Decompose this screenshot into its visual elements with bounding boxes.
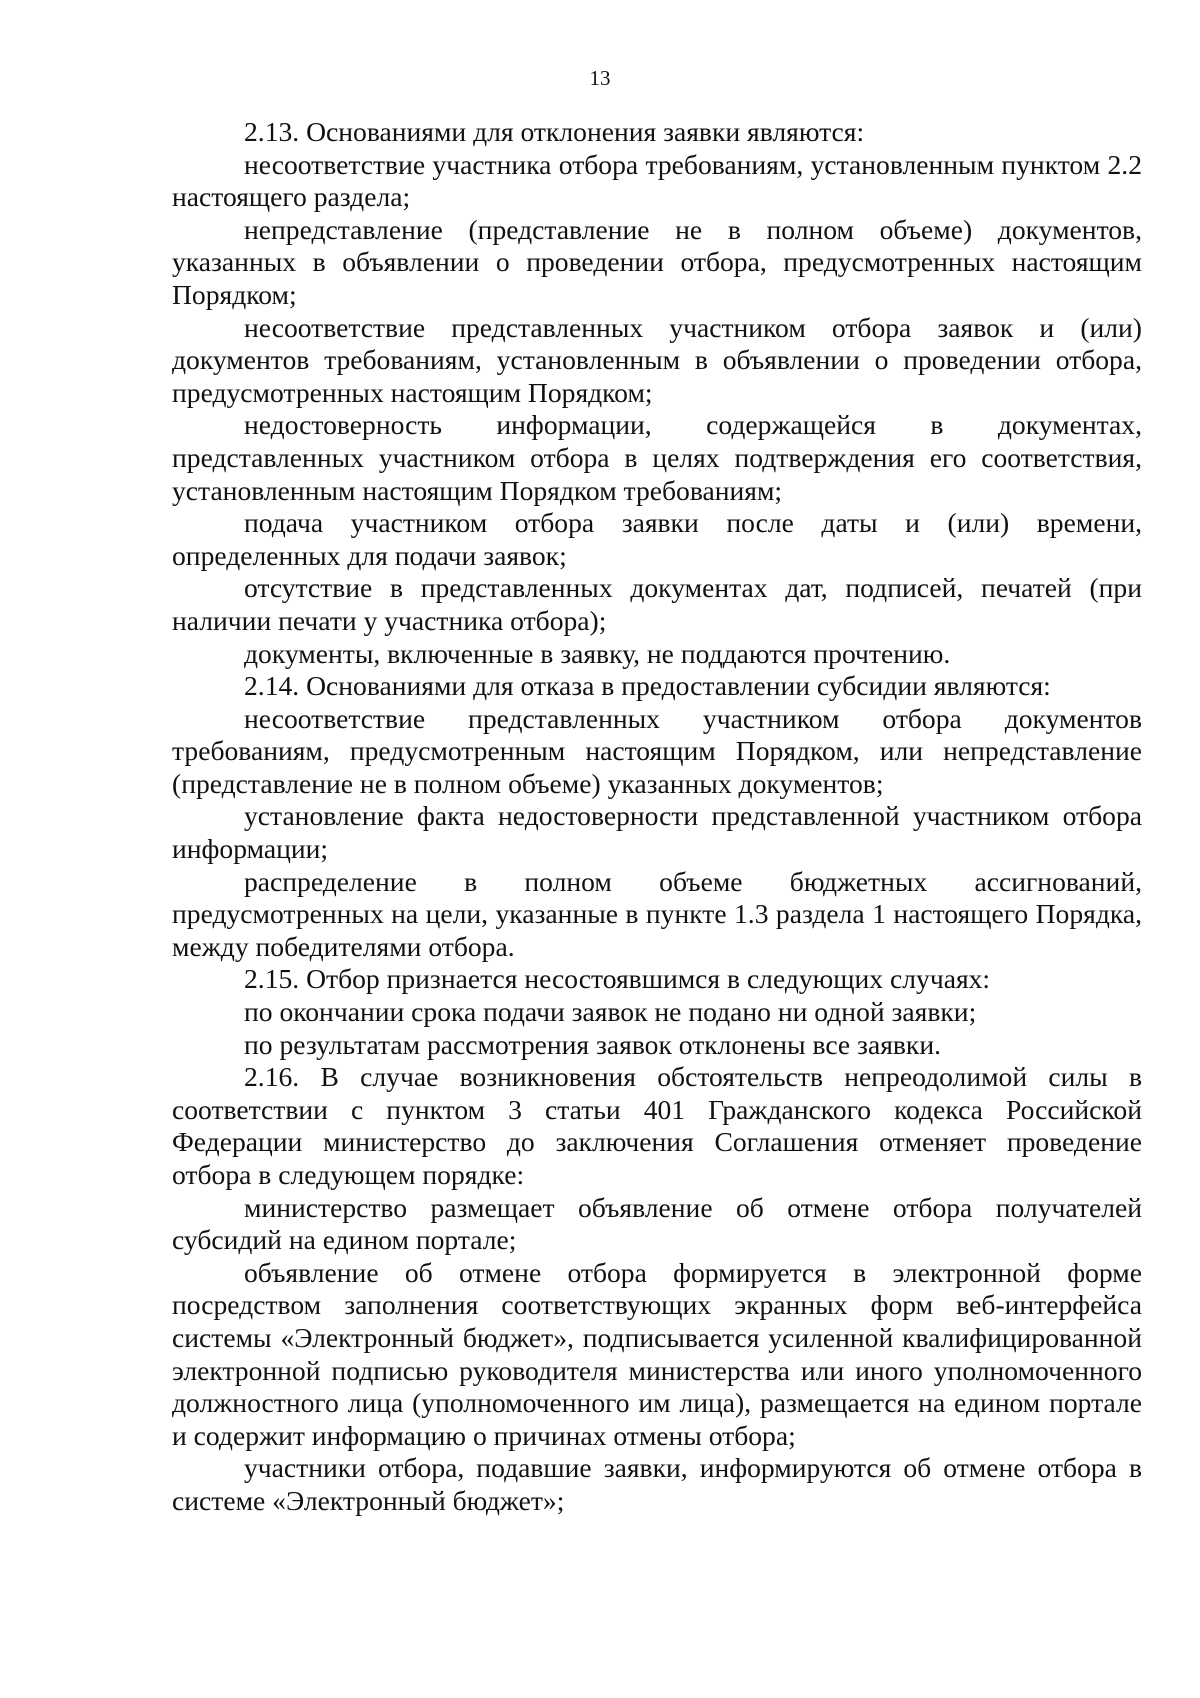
paragraph-2-16: 2.16. В случае возникновения обстоятельств непреодолимой силы в соответствии с пунктом 3 статьи 401 Гражданского кодекса Российской Федерации министерство до заключения Соглашения отменяет проведение отбора в следующем порядке: xyxy=(172,1061,1142,1190)
paragraph: распределение в полном объеме бюджетных ассигнований, предусмотренных на цели, указанные в пункте 1.3 раздела 1 настоящего Порядка, между победителями отбора. xyxy=(172,865,1142,962)
paragraph: недостоверность информации, содержащейся в документах, представленных участником отбора в целях подтверждения его соответствия, установленным настоящим Порядком требованиям; xyxy=(172,409,1142,506)
paragraph: установление факта недостоверности представленной участником отбора информации; xyxy=(172,800,1142,865)
paragraph-2-13-heading: 2.13. Основаниями для отклонения заявки являются: xyxy=(244,116,865,147)
paragraph: участники отбора, подавшие заявки, информируются об отмене отбора в системе «Электронный бюджет»; xyxy=(172,1452,1142,1516)
paragraph-2-15-heading: 2.15. Отбор признается несостоявшимся в следующих случаях: xyxy=(244,963,991,995)
paragraph: объявление об отмене отбора формируется в электронной форме посредством заполнения соответствующих экранных форм веб-интерфейса системы «Электронный бюджет», подписывается усиленной квалифицированной электронной подписью руководителя министерства или иного уполномоченного должностного лица (уполномоченного им лица), размещается на едином портале и содержит информацию о причинах отмены отбора; xyxy=(172,1256,1142,1451)
paragraph: министерство размещает объявление об отмене отбора получателей субсидий на едином портале; xyxy=(172,1191,1142,1256)
paragraph: несоответствие представленных участником отбора заявок и (или) документов требованиям, установленным в объявлении о проведении отбора, предусмотренных настоящим Порядком; xyxy=(172,311,1142,408)
page-number: 13 xyxy=(589,66,611,90)
paragraph-2-14-heading: 2.14. Основаниями для отказа в предоставлении субсидии являются: xyxy=(244,670,1051,702)
paragraph: отсутствие в представленных документах дат, подписей, печатей (при наличии печати у участника отбора); xyxy=(172,572,1142,636)
paragraph: несоответствие участника отбора требованиям, установленным пунктом 2.2 настоящего раздела; xyxy=(172,148,1142,213)
paragraph: по результатам рассмотрения заявок отклонены все заявки. xyxy=(244,1028,941,1060)
document-body xyxy=(172,116,1142,1518)
paragraph: подача участником отбора заявки после даты и (или) времени, определенных для подачи заявок; xyxy=(172,507,1142,571)
paragraph: непредставление (представление не в полном объеме) документов, указанных в объявлении о проведении отбора, предусмотренных настоящим Порядком; xyxy=(172,213,1142,310)
paragraph: несоответствие представленных участником отбора документов требованиям, предусмотренным настоящим Порядком, или непредставление (представление не в полном объеме) указанных документов; xyxy=(172,702,1142,799)
paragraph: документы, включенные в заявку, не поддаются прочтению. xyxy=(244,637,951,669)
paragraph: по окончании срока подачи заявок не подано ни одной заявки; xyxy=(244,996,977,1028)
